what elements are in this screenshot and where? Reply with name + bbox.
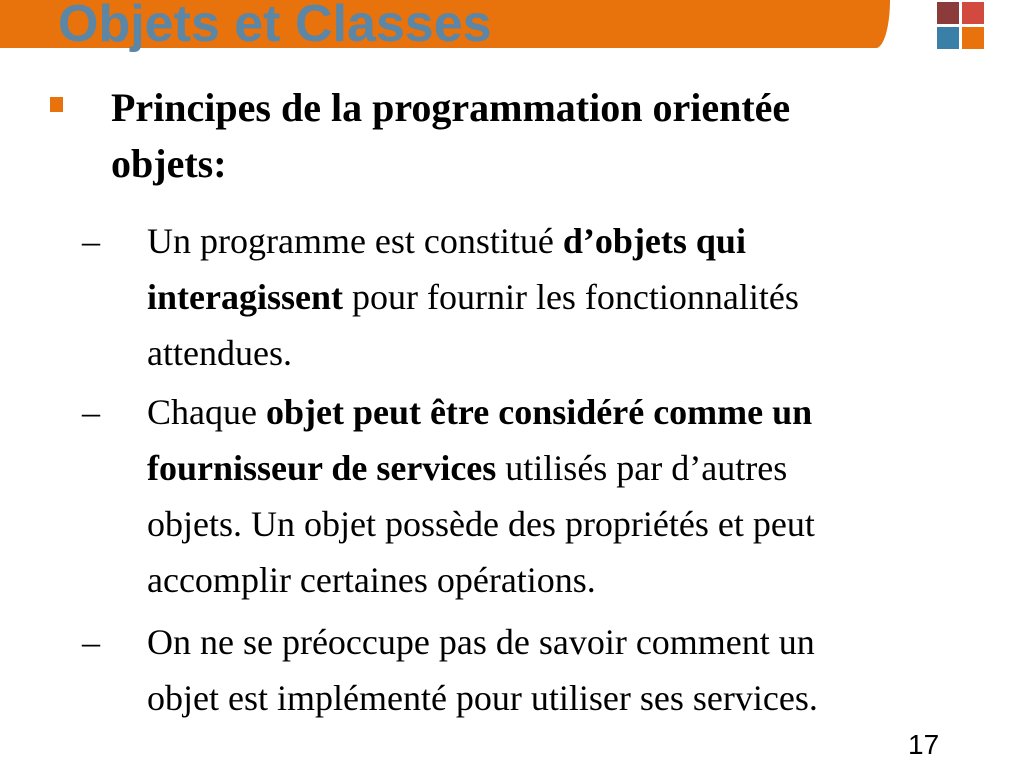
main-point-line: objets: <box>111 141 227 186</box>
sub-point-line: Un programme est constitué d’objets qui <box>147 221 746 261</box>
slide-title: Objets et Classes <box>58 0 492 53</box>
sub-point-line: accomplir certaines opérations. <box>147 560 596 600</box>
sub-point-line: interagissent pour fournir les fonctionnalités <box>147 277 799 317</box>
dash-bullet: – <box>82 622 100 662</box>
sub-point-line: On ne se préoccupe pas de savoir comment un <box>147 622 815 662</box>
page-number: 17 <box>908 729 940 760</box>
sub-point-line: Chaque objet peut être considéré comme un <box>147 392 813 432</box>
sub-point-line: fournisseur de services utilisés par d’autres <box>147 448 788 488</box>
sub-point-line: objet est implémenté pour utiliser ses services. <box>147 678 818 718</box>
sub-point-1 <box>147 213 1007 381</box>
square-bullet-icon <box>50 97 63 112</box>
sub-point-3 <box>147 614 1007 726</box>
dash-bullet: – <box>82 221 100 261</box>
sub-point-2 <box>147 384 1007 608</box>
sub-point-line: attendues. <box>147 333 292 373</box>
sub-point-line: objets. Un objet possède des propriétés et peut <box>147 504 815 544</box>
main-point-line: Principes de la programmation orientée <box>111 85 791 130</box>
main-point <box>111 80 1001 192</box>
dash-bullet: – <box>82 392 100 432</box>
